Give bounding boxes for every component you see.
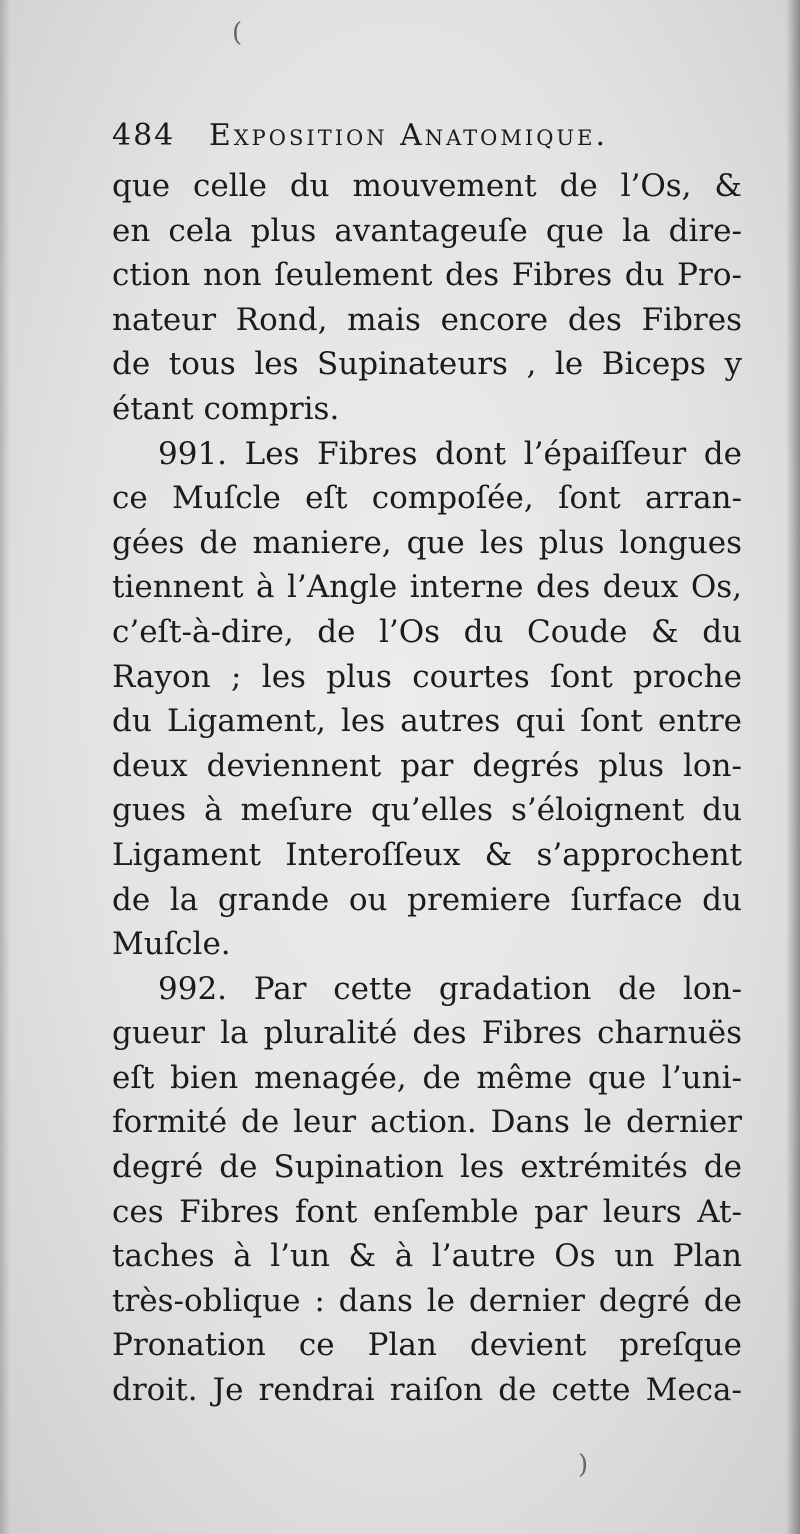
text-line: tiennent à l’Angle interne des deux Os, [112, 569, 742, 606]
text-block [112, 118, 742, 1413]
paragraph-start-992: 992. Par cette gradation de lon- [158, 970, 742, 1007]
text-line: eſt bien menagée, de même que l’uni- [112, 1059, 742, 1096]
text-line: du Ligament, les autres qui ſont entre [112, 703, 742, 740]
text-line: taches à l’un & à l’autre Os un Plan [112, 1238, 742, 1275]
text-line: Ligament Interoſſeux & s’approchent [112, 836, 742, 873]
running-title: Exposition Anatomique. [208, 118, 608, 153]
text-line: degré de Supination les extrémités de [112, 1149, 742, 1186]
text-line: ction non ſeulement des Fibres du Pro- [112, 257, 742, 294]
stray-mark-bottom: ) [578, 1450, 589, 1480]
text-line: nateur Rond, mais encore des Fibres [112, 301, 742, 338]
text-line: droit. Je rendrai raiſon de cette Meca- [112, 1372, 742, 1409]
text-line: ce Muſcle eſt compoſée, ſont arran- [112, 480, 742, 517]
text-line: formité de leur action. Dans le dernier [112, 1104, 742, 1141]
text-line: étant compris. [112, 390, 340, 427]
text-line: gées de maniere, que les plus longues [112, 524, 742, 561]
text-line: c’eſt-à-dire, de l’Os du Coude & du [112, 613, 742, 650]
text-line: gues à meſure qu’elles s’éloignent du [112, 792, 742, 829]
text-line: de la grande ou premiere ſurface du [112, 881, 742, 918]
stray-mark-top: ( [232, 18, 243, 48]
text-line: de tous les Supinateurs , le Biceps y [112, 346, 742, 383]
text-line: ces Fibres font enſemble par leurs At- [112, 1193, 742, 1230]
text-line: en cela plus avantageuſe que la dire- [112, 212, 742, 249]
text-line: que celle du mouvement de l’Os, & [112, 168, 742, 204]
paragraph-start-991: 991. Les Fibres dont l’épaiſſeur de [158, 435, 742, 472]
page-shadow-left [0, 0, 10, 1534]
text-line: Muſcle. [112, 926, 231, 963]
text-line: deux deviennent par degrés plus lon- [112, 747, 742, 784]
text-line: très-oblique : dans le dernier degré de [112, 1282, 742, 1319]
text-line: Pronation ce Plan devient preſque [112, 1327, 742, 1364]
page-header [112, 118, 742, 164]
page-number: 484 [112, 118, 176, 153]
text-line: Rayon ; les plus courtes ſont proche [112, 658, 742, 695]
page-shadow-right [786, 0, 800, 1534]
text-line: gueur la pluralité des Fibres charnuës [112, 1015, 742, 1052]
